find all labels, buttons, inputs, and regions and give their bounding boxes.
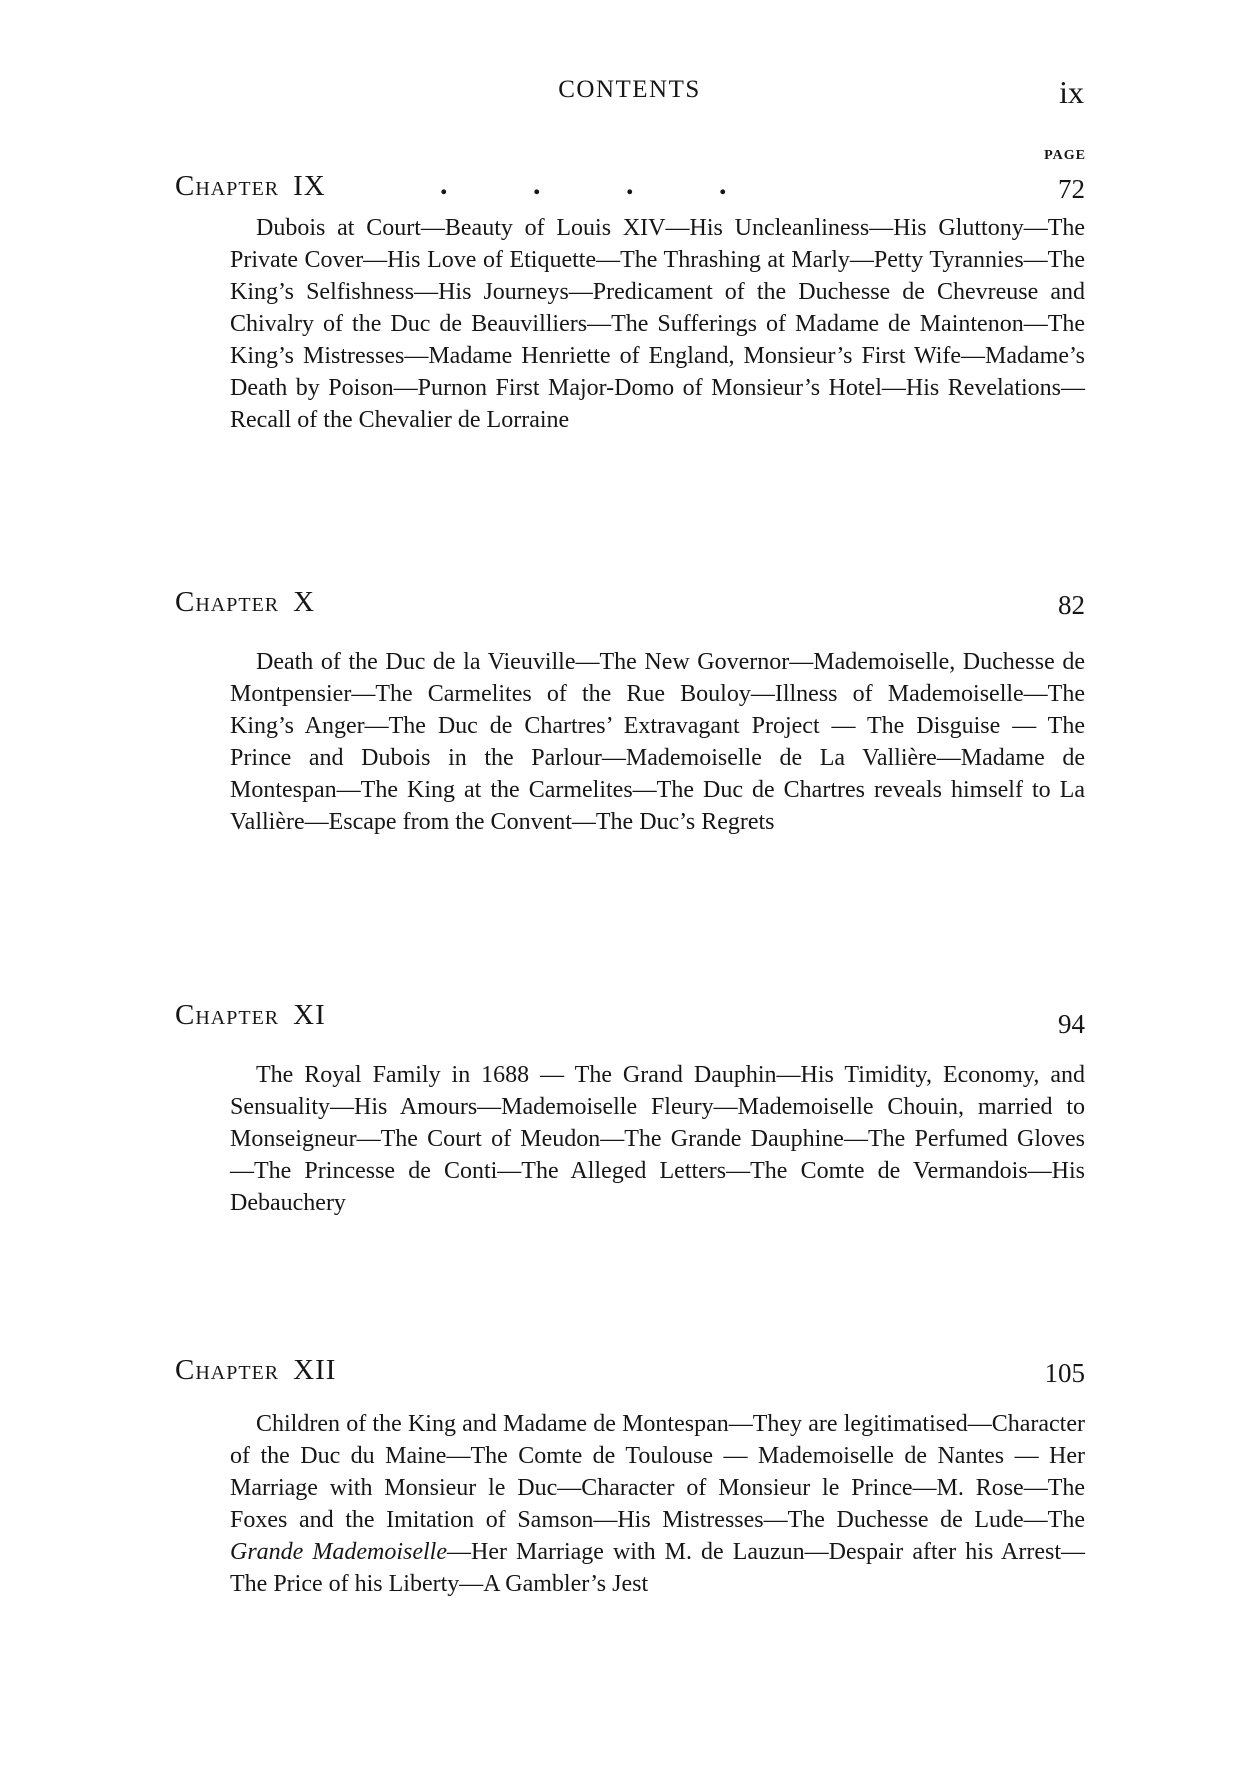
chapter-entry-xii [175, 1354, 1085, 1600]
chapter-word: Chapter [175, 586, 280, 618]
chapter-number: IX [293, 170, 326, 202]
chapter-summary [175, 1059, 1085, 1219]
running-title: CONTENTS [558, 76, 701, 103]
chapter-summary-text: Death of the Duc de la Vieuville—The New Governor—Mademoiselle, Duchesse de Montpensier—The Carmelites of the Rue Bouloy—Illness of Mademoiselle—The King’s Anger—The Duc de Chartres’ Extravagant Project — The Disguise — The Prince and Dubois in the Parlour—Mademoiselle de La Vallière—Madame de Montespan—The King at the Carmelites—The Duc de Chartres reveals himself to La Vallière—Escape from the Convent—The Duc’s Regrets [230, 649, 1085, 835]
chapter-summary-text-continued: —Her Marriage with M. de Lauzun—Despair after his Arrest—The Price of his Liberty—A Gambler’s Jest [230, 1539, 1085, 1597]
chapter-heading [175, 1354, 1085, 1394]
chapter-label [175, 586, 315, 619]
chapter-heading [175, 999, 1085, 1039]
page-column-label: PAGE [1044, 148, 1086, 163]
chapter-page-number: 94 [1058, 1009, 1085, 1039]
chapter-summary-text: Children of the King and Madame de Montespan—They are legitimatised—Character of the Duc du Maine—The Comte de Toulouse — Mademoiselle de Nantes — Her Marriage with Monsieur le Duc—Character of Monsieur le Prince—M. Rose—The Foxes and the Imitation of Samson—His Mistresses—The Duchesse de Lude—The [230, 1411, 1085, 1533]
chapter-summary [175, 646, 1085, 838]
chapter-label [175, 999, 326, 1032]
running-head [0, 74, 1259, 114]
chapter-label [175, 170, 326, 203]
chapter-word: Chapter [175, 999, 280, 1031]
chapter-page-number: 72 [1058, 174, 1085, 204]
chapter-entry-ix [175, 170, 1085, 436]
chapter-summary-text: The Royal Family in 1688 — The Grand Dauphin—His Timidity, Economy, and Sensuality—His Amours—Mademoiselle Fleury—Mademoiselle Chouin, married to Monseigneur—The Court of Meudon—The Grande Dauphine—The Perfumed Gloves—The Princesse de Conti—The Alleged Letters—The Comte de Vermandois—His Debauchery [230, 1062, 1085, 1216]
chapter-page-number: 105 [1044, 1358, 1085, 1388]
chapter-number: XI [293, 999, 326, 1031]
chapter-entry-x [175, 586, 1085, 838]
chapter-word: Chapter [175, 1354, 280, 1386]
chapter-number: XII [293, 1354, 337, 1386]
chapter-label [175, 1354, 336, 1387]
chapter-page-number: 82 [1058, 590, 1085, 620]
chapter-heading [175, 586, 1085, 626]
chapter-entry-xi [175, 999, 1085, 1219]
chapter-heading [175, 170, 1085, 210]
page-folio: ix [1059, 74, 1084, 110]
chapter-summary [175, 1408, 1085, 1600]
dot-leader: . . . . [440, 168, 727, 201]
chapter-summary-text: Dubois at Court—Beauty of Louis XIV—His Uncleanliness—His Gluttony—The Private Cover—His Love of Etiquette—The Thrashing at Marly—Petty Tyrannies—The King’s Selfishness—His Journeys—Predicament of the Duchesse de Chevreuse and Chivalry of the Duc de Beauvilliers—The Sufferings of Madame de Maintenon—The King’s Mistresses—Madame Henriette of England, Monsieur’s First Wife—Madame’s Death by Poison—Purnon First Major-Domo of Monsieur’s Hotel—His Revelations—Recall of the Chevalier de Lorraine [230, 215, 1085, 433]
chapter-word: Chapter [175, 170, 280, 202]
italic-title: Grande Mademoiselle [230, 1539, 447, 1565]
chapter-number: X [293, 586, 316, 618]
chapter-summary [175, 212, 1085, 436]
